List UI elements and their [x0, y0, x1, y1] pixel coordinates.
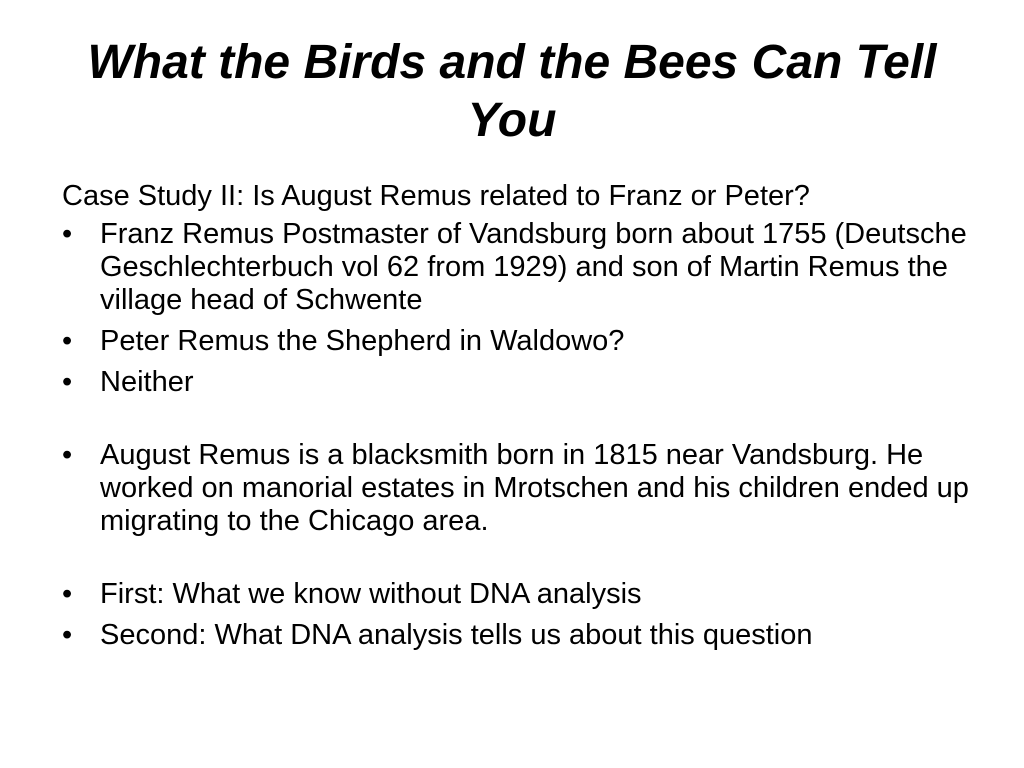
bullet-item-august — [62, 439, 982, 538]
bullet-item-second — [62, 619, 982, 652]
bullet-icon: • — [62, 619, 73, 651]
bullet-item-franz — [62, 218, 982, 317]
bullet-icon: • — [62, 578, 73, 610]
bullet-icon: • — [62, 439, 73, 471]
bullet-icon: • — [62, 366, 73, 398]
bullet-text: Neither — [100, 366, 194, 398]
bullet-text: Franz Remus Postmaster of Vandsburg born about 1755 (Deutsche Geschlechterbuch vol 62 from 1929) and son of Martin Remus the village head of Schwente — [100, 218, 967, 316]
bullet-icon: • — [62, 325, 73, 357]
bullet-list — [62, 218, 982, 652]
bullet-item-neither — [62, 366, 982, 399]
bullet-text: Second: What DNA analysis tells us about this question — [100, 619, 813, 651]
bullet-text: First: What we know without DNA analysis — [100, 578, 642, 610]
case-study-heading: Case Study II: Is August Remus related to Franz or Peter? — [62, 180, 810, 212]
bullet-text: Peter Remus the Shepherd in Waldowo? — [100, 325, 625, 357]
bullet-item-first — [62, 578, 982, 611]
bullet-text: August Remus is a blacksmith born in 1815 near Vandsburg. He worked on manorial estates in Mrotschen and his children ended up migrating to the Chicago area. — [100, 439, 969, 537]
slide-title: What the Birds and the Bees Can Tell You — [87, 36, 937, 147]
bullet-item-peter — [62, 325, 982, 358]
bullet-icon: • — [62, 218, 73, 250]
slide-body — [62, 180, 982, 660]
